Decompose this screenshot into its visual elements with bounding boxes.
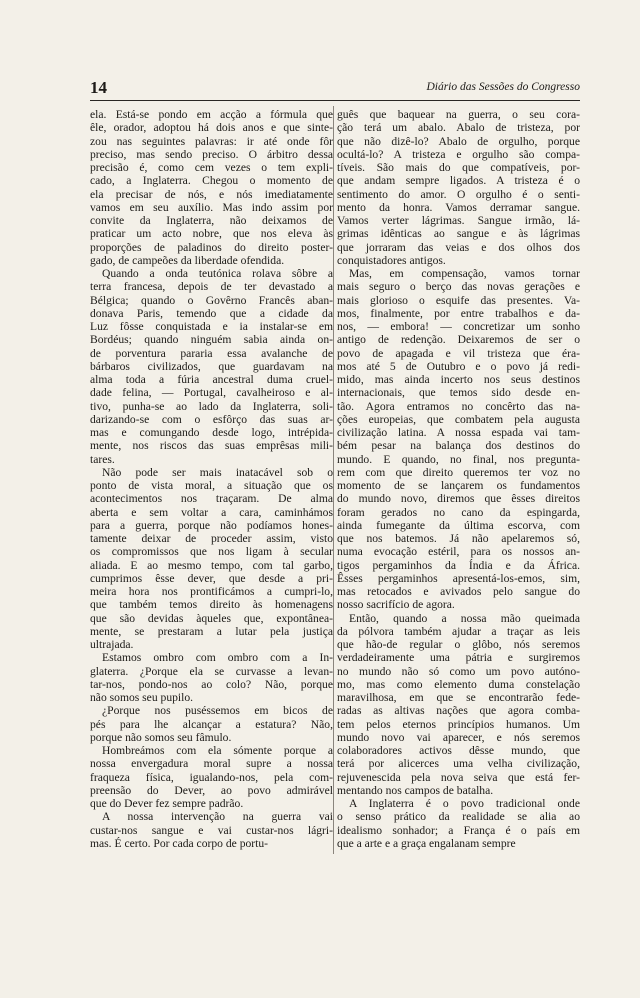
text-line: que são devidas àqueles que, expontânea- (90, 611, 333, 625)
text-line: do mundo novo, diremos que êsses direitos (337, 492, 580, 506)
text-line: vamos em seu auxílio. Mas indo assim por (90, 200, 333, 214)
right-column (337, 108, 580, 850)
text-line: não somos seu pupilo. (90, 691, 194, 704)
text-line: nos, — embora! — concretizar um sonho (337, 320, 580, 333)
text-line: custar-nos sangue e vai custar-nos lágri- (90, 823, 333, 837)
text-line: Hombreámos com ela sómente porque a (102, 744, 333, 757)
text-line: ções europeias, que combatem pela augusta (337, 412, 580, 426)
text-line: da pólvora também ajudar a traçar as leis (337, 624, 580, 638)
text-line: porque não somos seu fâmulo. (90, 730, 232, 744)
text-line: mo, mas como elemento duma constelação (337, 677, 580, 691)
text-line: guês que baquear na guerra, o seu cora- (337, 108, 580, 121)
text-line: tares. (90, 452, 115, 466)
text-line: que também temos direito às homenagens (90, 598, 333, 612)
text-line: sentimento do amor. O orgulho é o senti- (337, 187, 580, 201)
text-line: que nos batemos. Já não apelaremos só, (337, 532, 580, 545)
text-line: mente, nos riscos das suas emprêsas mili- (90, 439, 333, 453)
text-line: Quando a onda teutónica rolava sôbre a (102, 267, 333, 280)
text-line: aliada. E ao mesmo tempo, com tal garbo, (90, 558, 333, 572)
text-line: acontecimentos nos traçaram. De alma (90, 492, 333, 506)
text-line: tar-nos, pondo-nos ao colo? Não, porque (90, 677, 333, 691)
text-line: radas as altivas nações que agora comba- (337, 704, 580, 718)
text-line: que do Dever fez sempre padrão. (90, 797, 244, 810)
page-header (90, 78, 580, 100)
text-line: tigos pergaminhos da Índia e da África. (337, 558, 580, 572)
text-line: ¿Porque nos puséssemos em bicos de (102, 704, 333, 718)
text-line: mundo novo vai aparecer, e nós seremos (337, 730, 580, 744)
text-line: Estamos ombro com ombro com a In- (102, 651, 333, 665)
text-line: Então, quando a nossa mão queimada (349, 611, 580, 625)
text-line: Bordéus; quando ninguém sabia ainda on- (90, 333, 333, 347)
text-line: mos, finalmente, por entre trabalhos e da- (337, 306, 580, 320)
text-line: idealismo sonhador; a França é o país em (337, 823, 580, 837)
text-line: nossa envergadura moral supre a nossa (90, 757, 333, 771)
text-line: êle, orador, adoptou há dois anos e que sinte- (90, 121, 333, 135)
text-line: ção terá um abalo. Abalo de tristeza, por (337, 121, 580, 135)
text-line: que andam sempre ligados. A tristeza é o (337, 174, 580, 188)
text-line: mos até 5 de Outubro e o povo já redi- (337, 359, 580, 373)
text-line: cumprimos êsse dever, que desde a pri- (90, 571, 333, 585)
text-line: dade felina, — Portugal, cavalheiroso e al- (90, 386, 333, 400)
text-line: cado, a Inglaterra. Chegou o momento de (90, 174, 333, 188)
text-line: gado, de campeões da liberdade ofendida. (90, 253, 285, 267)
text-line: ultrajada. (90, 638, 134, 651)
text-line: meira hora nos prontificámos a cumpri-lo, (90, 585, 333, 598)
text-line: mas. É certo. Por cada corpo de portu- (90, 836, 269, 850)
text-line: tivo, punha-se ao lado da Inglaterra, soli- (90, 399, 333, 413)
left-column (90, 108, 333, 850)
text-line: no mundo não só como um povo autóno- (337, 664, 580, 678)
text-line: os compromissos que nos ligam à secular (90, 545, 333, 559)
text-line: tíveis. São mais do que compatíveis, por- (337, 161, 580, 174)
text-line: A nossa intervenção na guerra vai (102, 810, 333, 824)
text-line: Vamos verter lágrimas. Sangue irmão, lá- (337, 214, 580, 227)
text-line: mundo. E quando, no final, nos pregunta- (337, 452, 580, 466)
text-line: mais glorioso o esquife das presentes. Va- (337, 293, 580, 307)
text-line: que a arte e a graça engalanam sempre (337, 836, 516, 850)
text-line: terá por alicerces uma velha civilização, (337, 757, 580, 771)
text-line: fraqueza física, igualando-nos, pela com- (90, 770, 333, 784)
text-line: mente, se prestaram a lutar pela justiça (90, 624, 333, 638)
text-line: ela precisar de nós, e nós imediatamente (90, 187, 333, 201)
column-divider (333, 106, 334, 854)
text-line: rem com que direito queremos ter voz no (337, 465, 580, 479)
text-line: que não dizê-lo? Abalo de orgulho, porque (337, 134, 580, 148)
text-line: conquistadores antigos. (337, 253, 446, 267)
text-line: terra francesa, depois de ter devastado a (90, 280, 333, 294)
text-line: mentando nos campos de batalha. (337, 783, 494, 797)
text-line: preensão do Dever, ao povo admirável (90, 783, 333, 797)
text-line: mido, mas ainda incerto nos seus destinos (337, 373, 580, 386)
text-line: glaterra. ¿Porque ela se curvasse a levan- (90, 664, 333, 678)
text-line: Mas, em compensação, vamos tornar (349, 267, 580, 280)
text-line: Não pode ser mais inatacável sob o (102, 465, 333, 479)
text-line: civilização latina. A nossa espada vai tam- (337, 426, 580, 439)
text-line: rejuvenescida pela nova seiva que está fer- (337, 770, 580, 784)
text-line: darizando-se com o esfôrço das suas ar- (90, 412, 333, 426)
text-line: bárbaros civilizados, que guardavam na (90, 359, 333, 373)
text-line: mas retocados e avivados pelo sangue do (337, 585, 580, 598)
text-line: ponto de vista moral, a situação que os (90, 479, 333, 492)
text-line: bém pesar na balança dos destinos do (337, 439, 580, 453)
text-line: Êsses pergaminhos apresentá-los-emos, sim, (337, 571, 580, 585)
text-line: ainda fumegante da última escorva, com (337, 518, 580, 532)
text-line: internacionais, que temos sido desde en- (337, 386, 580, 400)
text-line: preciso, mas sendo preciso. O árbitro dessa (90, 147, 333, 161)
text-line: A Inglaterra é o povo tradicional onde (349, 797, 580, 810)
text-line: Luz fôsse conquistada e ia instalar-se em (90, 320, 333, 333)
text-line: tem pelos eternos princípios humanos. Um (337, 717, 580, 731)
text-line: nosso sacrifício de agora. (337, 598, 455, 612)
text-line: proporções de paladinos do direito poster- (90, 240, 333, 254)
text-line: zou nas seguintes palavras: ir até onde fôr (90, 134, 333, 148)
text-line: numa evocação estéril, para os nossos an- (337, 545, 580, 559)
text-line: alma toda a fúria ancestral duma cruel- (90, 373, 333, 386)
header-rule (90, 100, 580, 101)
text-line: o senso prático da realidade se alia ao (337, 810, 580, 824)
journal-title: Diário das Sessões do Congresso (426, 81, 580, 93)
text-line: praticar um acto nobre, que nos eleva às (90, 227, 333, 241)
text-line: grimas idênticas ao sangue e às lágrimas (337, 227, 580, 241)
text-line: momento de se lançarem os fundamentos (337, 479, 580, 492)
text-line: verdadeiramente uma pátria e surgiremos (337, 651, 580, 665)
text-line: antigo de redenção. Deixaremos de ser o (337, 333, 580, 347)
text-line: ocultá-lo? A tristeza e orgulho são compa- (337, 147, 580, 161)
text-line: maravilhosa, em que se encontrarão fede- (337, 691, 580, 704)
text-line: convite da Inglaterra, não deixamos de (90, 214, 333, 227)
text-line: foram gerados no cano da espingarda, (337, 505, 580, 519)
text-line: para a guerra, porque não podíamos hones- (90, 518, 333, 532)
text-line: tamente deixar de proceder assim, visto (90, 532, 333, 545)
text-line: aberta e sem voltar a cara, caminhámos (90, 505, 333, 519)
text-line: mento da honra. Vamos derramar sangue. (337, 200, 580, 214)
text-line: mas e comungando desde logo, intrépida- (90, 426, 333, 439)
text-line: precisão é, como cem vezes o tem expli- (90, 161, 333, 174)
text-line: donava Paris, temendo que a cidade da (90, 306, 333, 320)
text-line: que jorraram das veias e dos olhos dos (337, 240, 580, 254)
text-line: de porventura pararia essa avalanche de (90, 346, 333, 360)
text-line: povo de apagada e vil tristeza que éra- (337, 346, 580, 360)
text-line: ela. Está-se pondo em acção a fórmula que (90, 108, 333, 121)
text-line: mais seguro o berço das novas gerações e (337, 280, 580, 294)
text-line: colaboradores activos dêsse mundo, que (337, 744, 580, 757)
text-line: tão. Agora entramos no concêrto das na- (337, 399, 580, 413)
page-number: 14 (90, 78, 107, 97)
text-line: pés para lhe alcançar a estatura? Não, (90, 717, 333, 731)
text-line: que hão-de regular o glôbo, nós seremos (337, 638, 580, 651)
text-line: Bélgica; quando o Govêrno Francês aban- (90, 293, 333, 307)
